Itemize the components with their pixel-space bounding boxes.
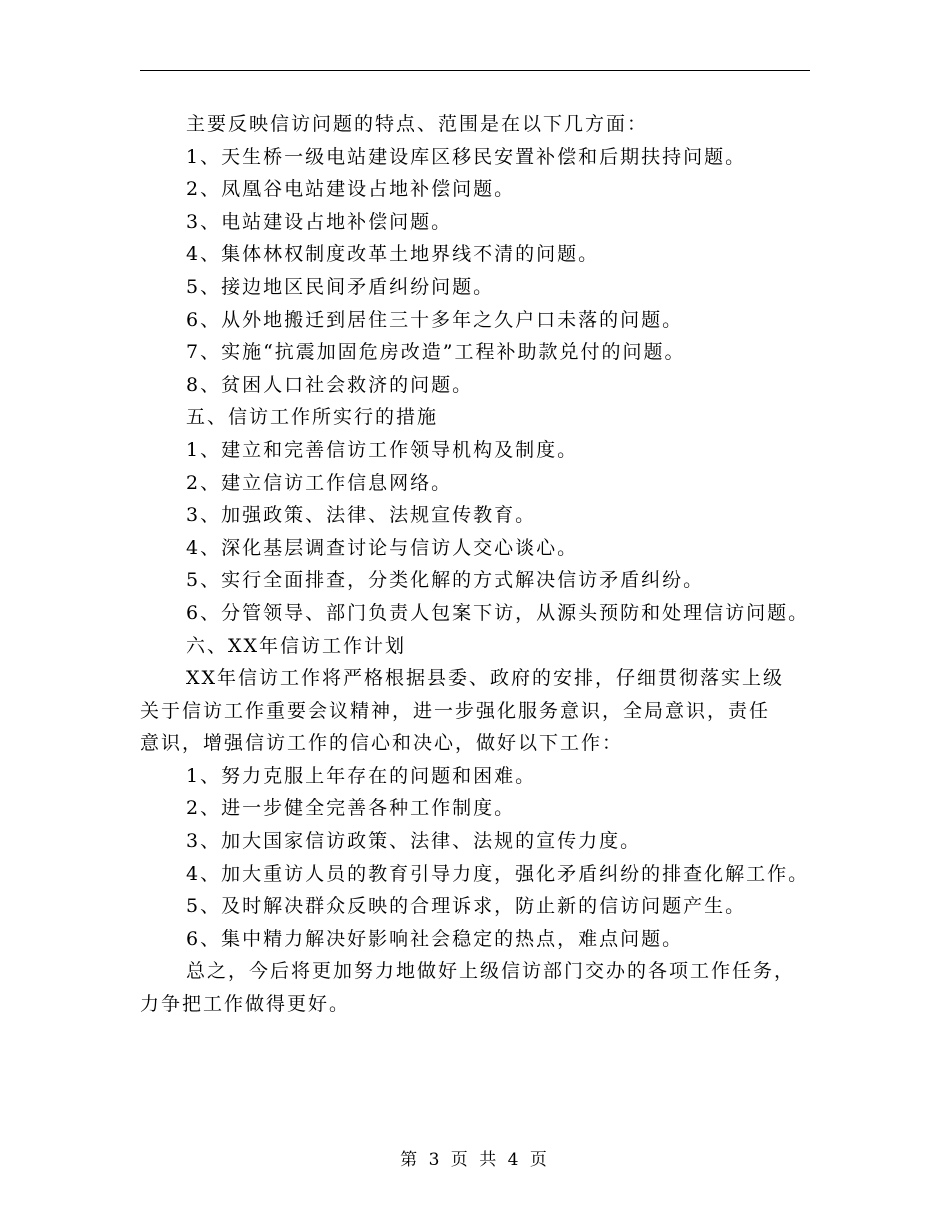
text-line: 5、实行全面排查，分类化解的方式解决信访矛盾纠纷。	[186, 569, 705, 592]
text-line: 意识，增强信访工作的信心和决心，做好以下工作：	[140, 732, 624, 755]
text-line: 主要反映信访问题的特点、范围是在以下几方面：	[186, 113, 649, 135]
text-line: 1、努力克服上年存在的问题和困难。	[186, 764, 537, 787]
header-rule	[140, 70, 810, 71]
text-line: 5、接边地区民间矛盾纠纷问题。	[186, 275, 495, 298]
text-line: 4、集体林权制度改革土地界线不清的问题。	[186, 243, 600, 266]
document-body	[140, 108, 830, 1021]
text-line: 6、集中精力解决好影响社会稳定的热点，难点问题。	[186, 927, 684, 950]
text-line: 2、建立信访工作信息网络。	[186, 471, 453, 494]
text-line: 力争把工作做得更好。	[140, 993, 351, 1016]
text-line: 2、凤凰谷电站建设占地补偿问题。	[186, 178, 516, 201]
text-line: 5、及时解决群众反映的合理诉求，防止新的信访问题产生。	[186, 895, 747, 918]
text-line: 五、信访工作所实行的措施	[186, 406, 439, 429]
text-line: 7、实施“抗震加固危房改造”工程补助款兑付的问题。	[186, 341, 686, 364]
page-number: 第 3 页 共 4 页	[400, 1150, 550, 1170]
text-line: 6、从外地搬迁到居住三十多年之久户口未落的问题。	[186, 308, 684, 331]
text-line: 六、XX年信访工作计划	[186, 634, 407, 657]
text-line: 3、加大国家信访政策、法律、法规的宣传力度。	[186, 830, 642, 853]
text-line: 3、电站建设占地补偿问题。	[186, 210, 453, 233]
text-line: 1、建立和完善信访工作领导机构及制度。	[186, 438, 579, 461]
text-line: 1、天生桥一级电站建设库区移民安置补偿和后期扶持问题。	[186, 145, 747, 168]
text-line: 总之，今后将更加努力地做好上级信访部门交办的各项工作任务，	[186, 960, 796, 983]
text-line: 关于信访工作重要会议精神，进一步强化服务意识，全局意识，责任	[140, 699, 771, 722]
text-line: XX年信访工作将严格根据县委、政府的安排，仔细贯彻落实上级	[186, 667, 785, 690]
text-line: 8、贫困人口社会救济的问题。	[186, 373, 474, 396]
text-line: 3、加强政策、法律、法规宣传教育。	[186, 504, 537, 527]
text-line: 4、加大重访人员的教育引导力度，强化矛盾纠纷的排查化解工作。	[186, 862, 810, 885]
text-line: 6、分管领导、部门负责人包案下访，从源头预防和处理信访问题。	[186, 601, 810, 624]
text-line: 2、进一步健全完善各种工作制度。	[186, 797, 516, 820]
text-line: 4、深化基层调查讨论与信访人交心谈心。	[186, 536, 579, 559]
